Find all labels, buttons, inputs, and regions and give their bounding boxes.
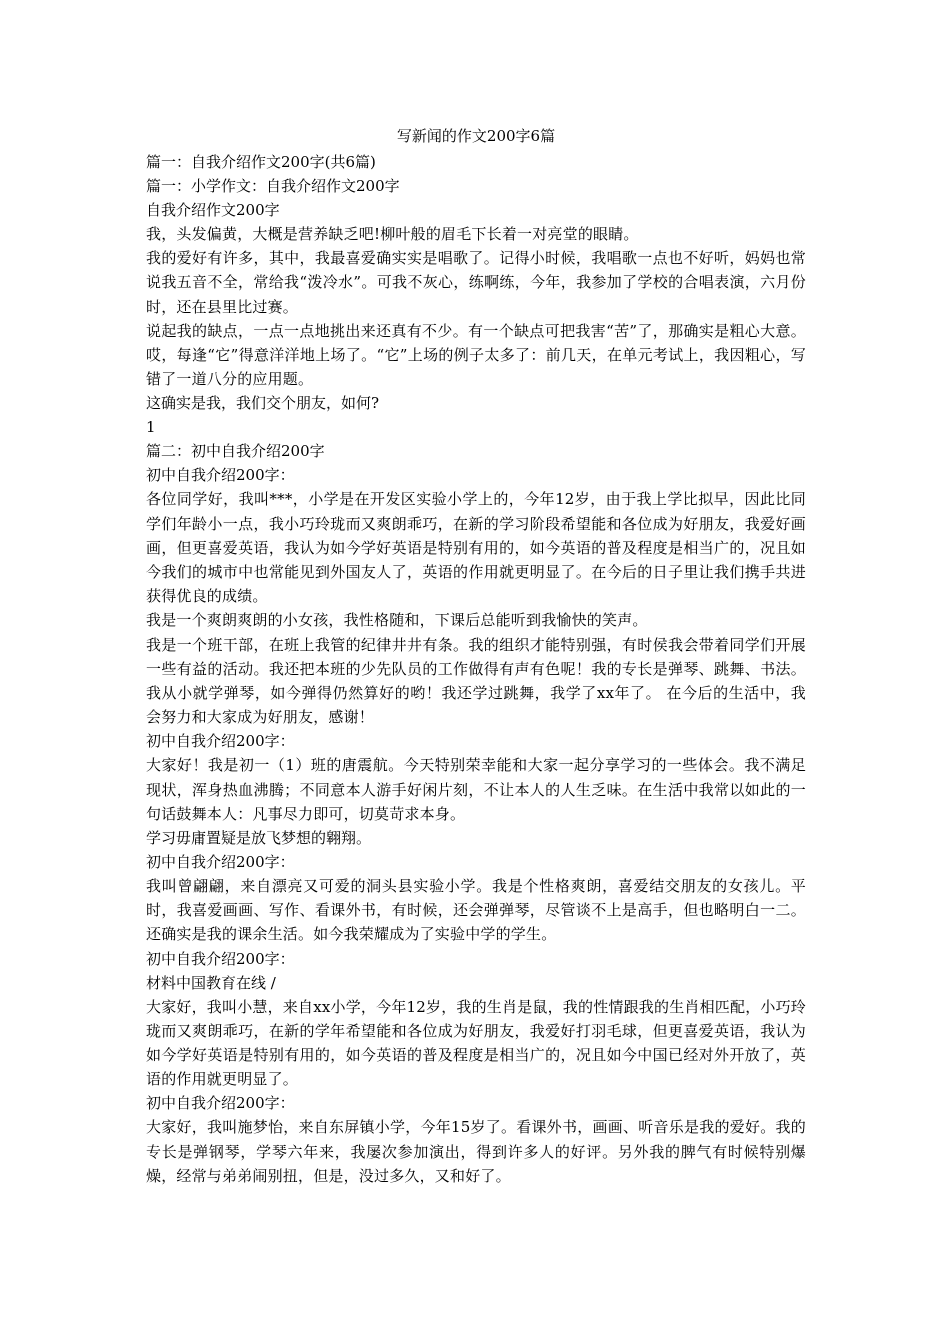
- paragraph: 我是一个班干部，在班上我管的纪律井井有条。我的组织才能特别强，有时侯我会带着同学们开展一些有益的活动。我还把本班的少先队员的工作做得有声有色呢！我的专长是弹琴、跳舞、书法。我从小就学弹琴，如今弹得仍然算好的哟！我还学过跳舞，我学了xx年了。 在今后的生活中，我会努力和大家成为好朋友，感谢！: [146, 635, 806, 727]
- source-note: 材料中国教育在线 /: [146, 973, 276, 992]
- section-heading: 篇一：小学作文：自我介绍作文200字: [146, 177, 400, 195]
- paragraph: 我叫曾翩翩，来自漂亮又可爱的洞头县实验小学。我是个性格爽朗，喜爱结交朋友的女孩儿。平时，我喜爱画画、写作、看课外书，有时候，还会弹弹琴，尽管谈不上是高手，但也略明白一二。还确实是我的课余生活。如今我荣耀成为了实验中学的学生。: [146, 877, 806, 944]
- subheading: 初中自我介绍200字：: [146, 732, 295, 751]
- paragraph: 学习毋庸置疑是放飞梦想的翱翔。: [146, 829, 372, 848]
- paragraph: 大家好，我叫小慧，来自xx小学，今年12岁，我的生肖是鼠，我的性情跟我的生肖相匹配，小巧玲珑而又爽朗乖巧，在新的学年希望能和各位成为好朋友，我爱好打羽毛球，但更喜爱英语，我认为如今学好英语是特别有用的，如今英语的普及程度是相当广的，况且如今中国已经对外开放了，英语的作用就更明显了。: [146, 997, 807, 1089]
- paragraph: 大家好！我是初一（1）班的唐震航。今天特别荣幸能和大家一起分享学习的一些体会。我不满足现状，浑身热血沸腾；不同意本人游手好闲片刻，不让本人的人生乏味。在生活中我常以如此的一句话鼓舞本人：凡事尽力即可，切莫苛求本身。: [146, 756, 806, 823]
- subheading: 初中自我介绍200字：: [146, 1094, 295, 1113]
- subheading: 初中自我介绍200字：: [146, 949, 295, 968]
- paragraph: 我的爱好有许多，其中，我最喜爱确实实是唱歌了。记得小时候，我唱歌一点也不好听，妈妈也常说我五音不全，常给我“泼冷水”。可我不灰心，练啊练，今年，我参加了学校的合唱表演，六月份时，还在县里比过赛。: [146, 249, 806, 316]
- subheading: 初中自我介绍200字：: [146, 853, 295, 872]
- paragraph: 各位同学好，我叫***，小学是在开发区实验小学上的，今年12岁，由于我上学比拟早，因此比同学们年龄小一点，我小巧玲珑而又爽朗乖巧，在新的学习阶段希望能和各位成为好朋友，我爱好画画，但更喜爱英语，我认为如今学好英语是特别有用的，如今英语的普及程度是相当广的，况且如今我们的城市中也常能见到外国友人了，英语的作用就更明显了。在今后的日子里让我们携手共进获得优良的成绩。: [146, 490, 806, 606]
- document-title: 写新闻的作文200字6篇: [396, 127, 556, 145]
- paragraph: 说起我的缺点，一点一点地挑出来还真有不少。有一个缺点可把我害“苦”了，那确实是粗心大意。哎，每逢“它”得意洋洋地上场了。“它”上场的例子太多了：前几天，在单元考试上，我因粗心，写错了一道八分的应用题。: [146, 321, 806, 389]
- paragraph: 这确实是我，我们交个朋友，如何?: [146, 394, 380, 413]
- subheading: 自我介绍作文200字: [146, 201, 280, 219]
- page-number: 1: [146, 418, 156, 437]
- section-heading: 篇二：初中自我介绍200字: [146, 442, 325, 461]
- subheading: 初中自我介绍200字：: [146, 466, 295, 485]
- paragraph: 我是一个爽朗爽朗的小女孩，我性格随和，下课后总能听到我愉快的笑声。: [146, 611, 648, 630]
- section-heading: 篇一：自我介绍作文200字(共6篇): [146, 153, 376, 171]
- paragraph: 我，头发偏黄，大概是营养缺乏吧!柳叶般的眉毛下长着一对亮堂的眼睛。: [146, 225, 639, 243]
- paragraph: 大家好，我叫施梦怡，来自东屏镇小学，今年15岁了。看课外书，画画、听音乐是我的爱好。我的专长是弹钢琴，学琴六年来，我屡次参加演出，得到许多人的好评。另外我的脾气有时候特别爆燥，经常与弟弟闹别扭，但是，没过多久，又和好了。: [146, 1118, 806, 1185]
- document-page: [146, 124, 806, 1188]
